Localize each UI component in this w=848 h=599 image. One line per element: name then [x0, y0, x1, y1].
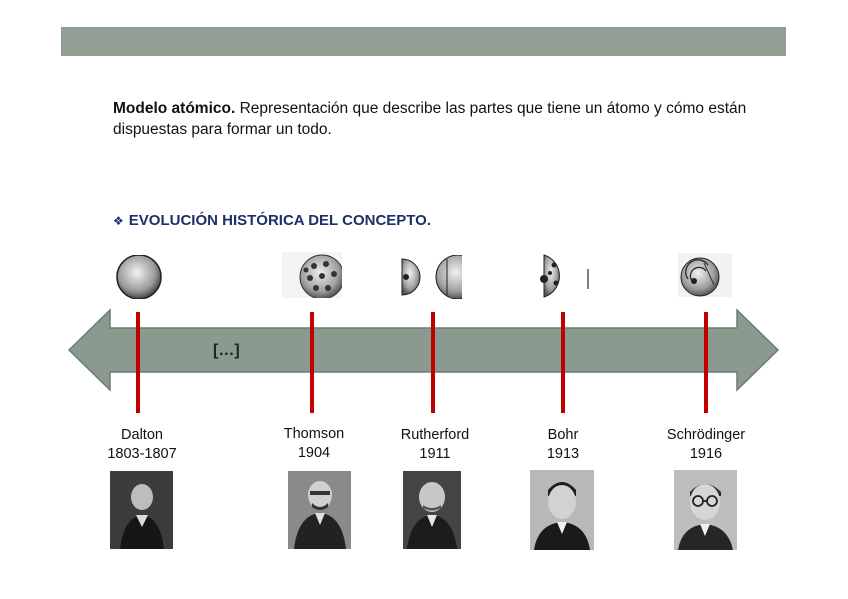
schrodinger-atom-icon [678, 253, 732, 297]
thomson-atom-icon [282, 252, 342, 298]
diamond-bullet-icon: ❖ [113, 214, 124, 228]
scientist-label-schrodinger [641, 426, 771, 464]
scientist-years: 1916 [689, 446, 723, 462]
bohr-portrait [530, 470, 594, 550]
dalton-atom-icon [116, 255, 162, 299]
section-title: EVOLUCIÓN HISTÓRICA DEL CONCEPTO. [128, 212, 432, 229]
scientist-years: 1904 [297, 445, 331, 461]
scientist-name: Rutherford [400, 427, 470, 443]
dalton-portrait [110, 471, 173, 549]
scientist-label-thomson [249, 425, 379, 463]
scientist-years: 1803-1807 [107, 446, 177, 462]
definition-text: Representación que describe las partes que tiene un átomo y cómo están dispuestas para formar un todo. [113, 100, 747, 138]
timeline-tick-dalton [136, 312, 140, 413]
thomson-portrait [288, 471, 351, 549]
scientist-label-bohr [498, 426, 628, 464]
timeline-tick-schrodinger [704, 312, 708, 413]
scientist-years: 1913 [546, 446, 580, 462]
schrodinger-portrait [674, 470, 737, 550]
scientist-label-dalton [77, 426, 207, 464]
bohr-atom-icon [536, 253, 590, 299]
timeline-ellipsis: […] [213, 342, 240, 359]
scientist-name: Bohr [547, 427, 579, 443]
rutherford-portrait [403, 471, 461, 549]
scientist-name: Thomson [283, 426, 345, 442]
timeline-tick-rutherford [431, 312, 435, 413]
scientist-label-rutherford [370, 426, 500, 464]
scientist-years: 1911 [419, 446, 451, 462]
timeline-tick-thomson [310, 312, 314, 413]
scientist-name: Dalton [121, 427, 163, 443]
definition-term: Modelo atómico. [113, 100, 236, 117]
timeline-tick-bohr [561, 312, 565, 413]
rutherford-atom-icon [400, 255, 462, 299]
scientist-name: Schrödinger [666, 427, 746, 443]
